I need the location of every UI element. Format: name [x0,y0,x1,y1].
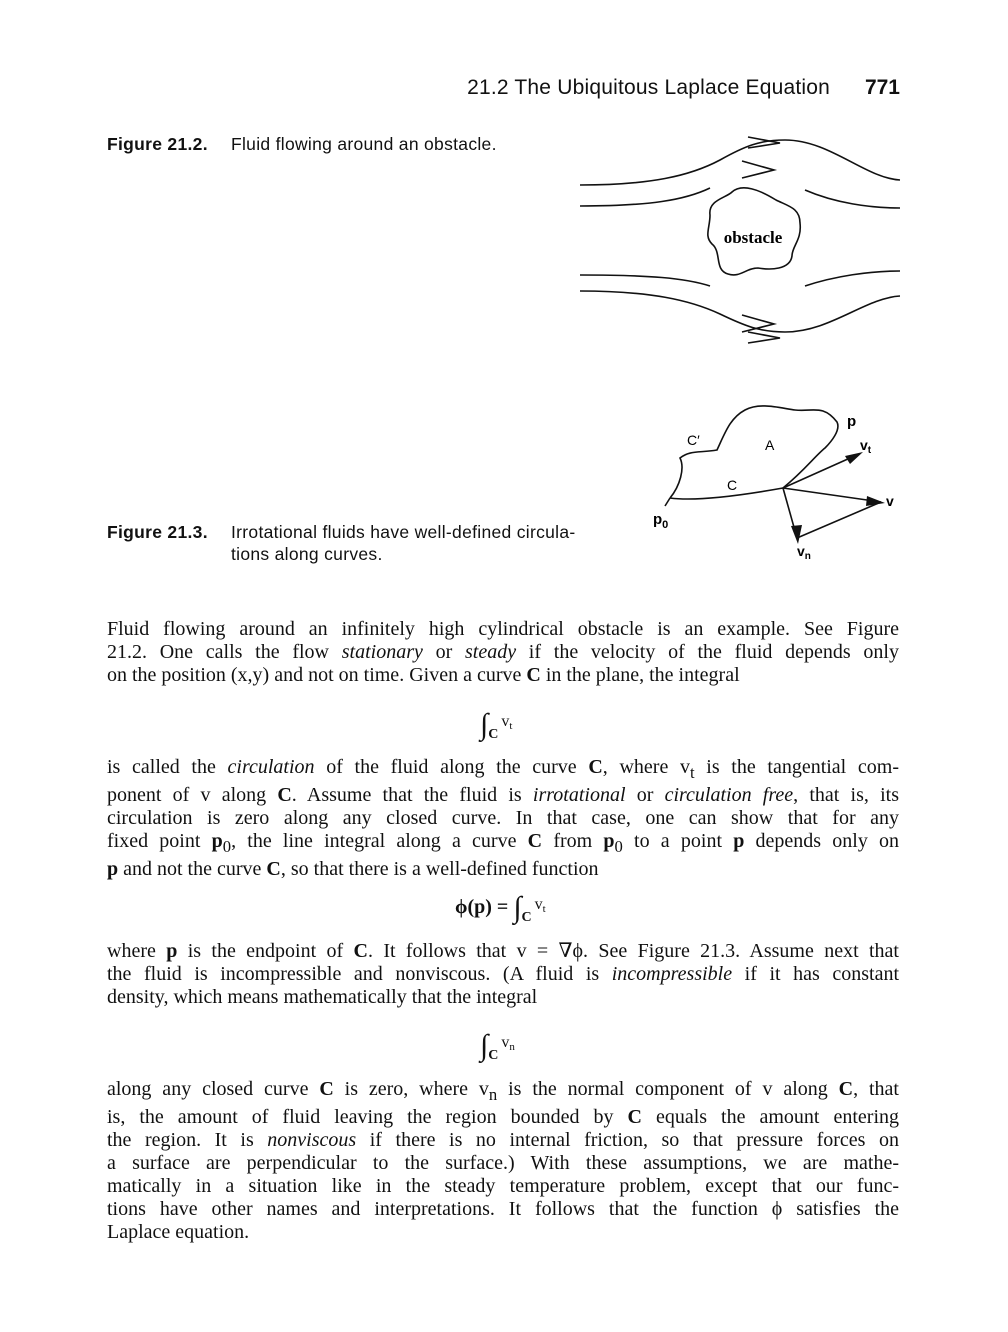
region-a-boundary [670,406,838,498]
text-line: tions have other names and interpretations. It follows that the function ϕ satisfies the [107,1198,899,1220]
flux-integral-equation: $\int_C^{vn}$ [480,1029,515,1063]
text-line: Fluid flowing around an infinitely high cylindrical obstacle is an example. See Figure [107,618,899,640]
paragraph [107,940,899,1009]
text-line: circulation is zero along any closed curve. In that case, one can show that for any [107,807,899,829]
text-line: is called the circulation of the fluid along the curve C, where $v_t$ is the tangential com- [107,756,899,782]
obstacle-label: obstacle [723,228,783,247]
vn-arrowhead [791,525,802,544]
label-p: p [847,413,857,430]
text-line: on the position (x,y) and not on time. Given a curve C in the plane, the integral [107,664,740,686]
text-line: where p is the endpoint of C. It follows that v = ∇ϕ. See Figure 21.3. Assume next that [107,940,899,962]
label-vn: $v_n$ [797,543,811,562]
label-v: v [886,493,894,509]
figure-21-2-flow-diagram [570,128,910,358]
section-title: 21.2 The Ubiquitous Laplace Equation [467,76,830,99]
text-line: along any closed curve C is zero, where $v_n$ is the normal component of v along C, that [107,1078,899,1104]
caption-text: Fluid flowing around an obstacle. [231,134,497,154]
v-arrowhead [866,496,885,506]
text-line: 21.2. One calls the flow stationary or steady if the velocity of the fluid depends only [107,641,899,663]
text-line: ponent of v along C. Assume that the fluid is irrotational or circulation free, that is, its [107,784,899,806]
v-arrow [783,488,881,502]
text-line: Laplace equation. [107,1221,250,1243]
vt-arrowhead [845,452,863,464]
text-line: p and not the curve C, so that there is a well-defined function [107,858,599,880]
text-line: density, which means mathematically that the integral [107,986,538,1008]
streamline [580,275,710,286]
text-line: fixed point $p_0$, the line integral along a curve C from $p_0$ to a point p depends only on [107,830,900,856]
streamline [580,140,900,185]
label-c-prime: C′ [687,432,700,448]
arrowhead [742,161,774,178]
figure-21-3-caption [107,521,647,567]
paragraph [107,618,899,687]
p0-tick [665,498,670,506]
text-line: is, the amount of fluid leaving the region bounded by C equals the amount entering [107,1106,900,1128]
figure-21-2-caption [107,133,567,157]
streamline [580,188,710,206]
paragraph [107,756,899,881]
circulation-integral-equation: $\int_C^{vt}$ [480,708,513,742]
vn-v-line [797,502,881,538]
figure-label: Figure 21.2. [107,134,208,154]
streamline [580,291,900,332]
label-c: C [727,477,738,493]
potential-function-equation: $\phi(p) = \int_C^{vt}$ [455,891,546,925]
text-line: the fluid is incompressible and nonviscous. (A fluid is incompressible if it has constant [107,963,900,985]
text-line: the region. It is nonviscous if there is no internal friction, so that pressure forces on [107,1129,899,1151]
arrowhead [748,332,780,343]
page-number: 771 [864,76,900,99]
figure-21-3-circulation-diagram [645,398,905,568]
streamline [805,190,900,208]
text-line: a surface are perpendicular to the surface.) With these assumptions, we are mathe- [107,1152,899,1174]
paragraph [107,1078,899,1244]
label-p0: $p_0$ [653,511,669,531]
running-head [0,76,900,102]
text-line: matically in a situation like in the steady temperature problem, except that our func- [107,1175,899,1197]
caption-text: Irrotational fluids have well-defined circula- tions along curves. [231,522,576,564]
figure-label: Figure 21.3. [107,522,208,542]
streamline [805,271,900,286]
label-a: A [765,437,775,453]
label-vt: $v_t$ [860,437,872,456]
